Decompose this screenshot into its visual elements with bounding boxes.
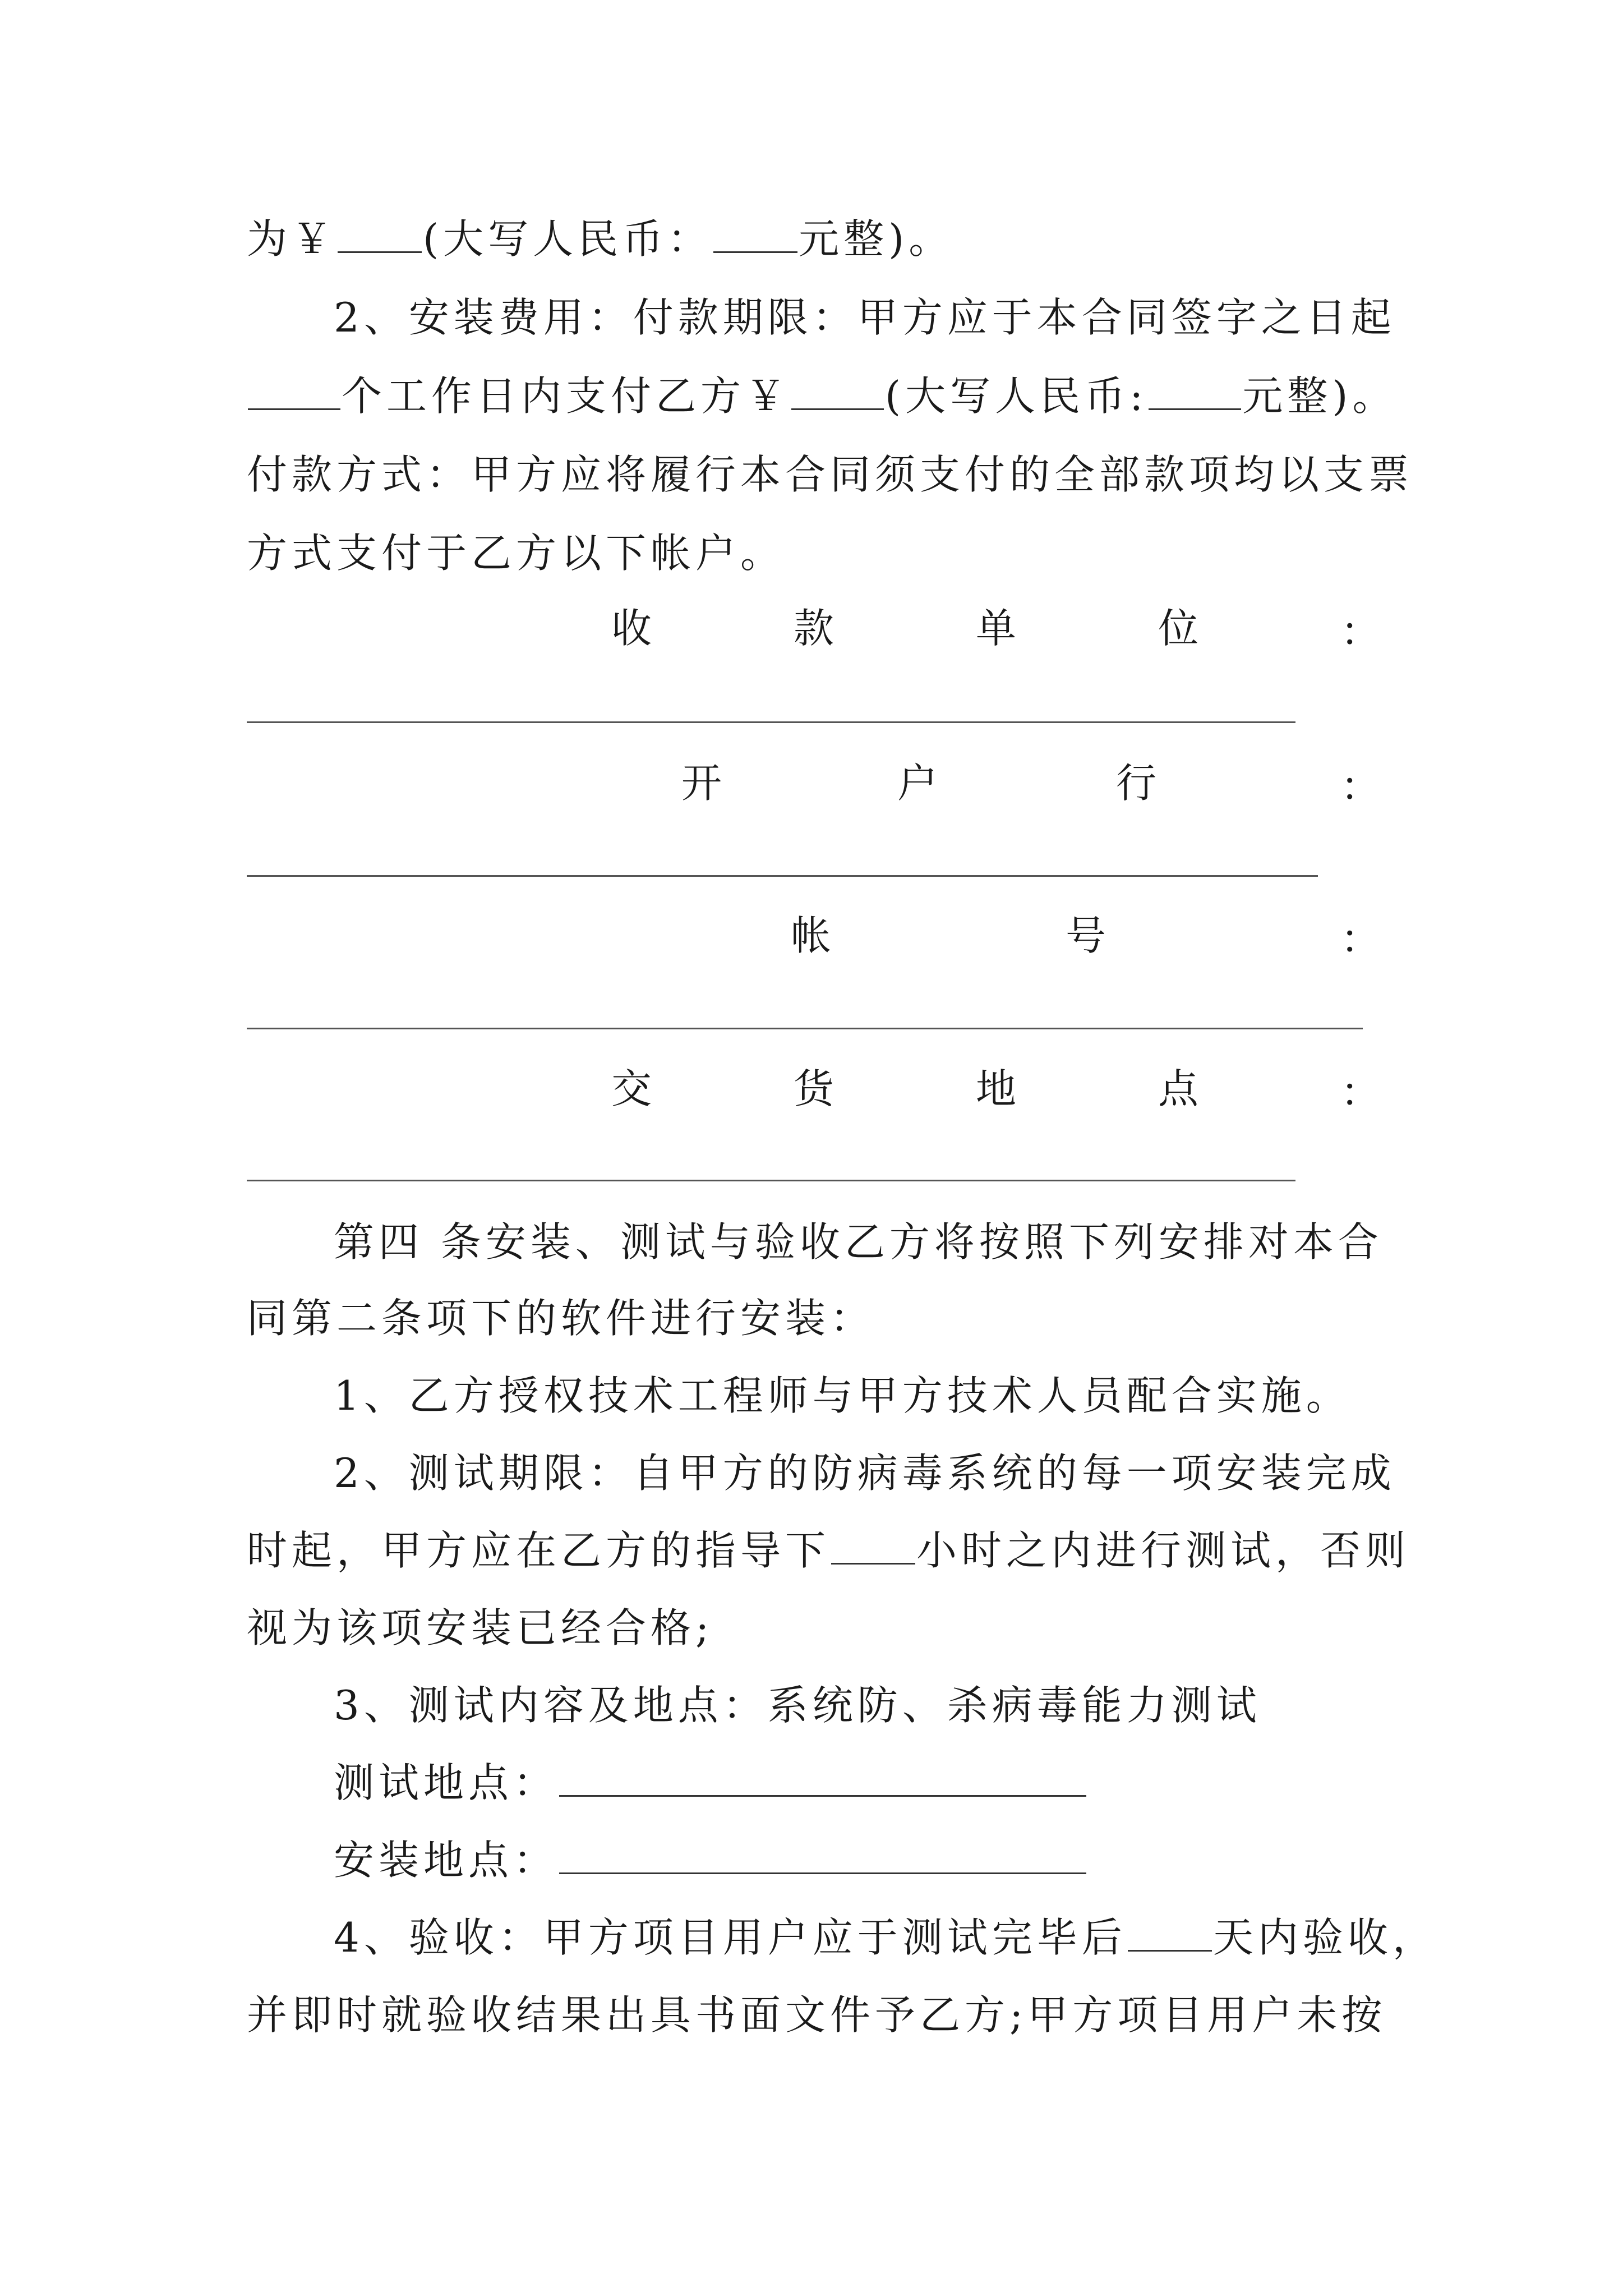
field-char: 行 [1116,760,1157,807]
article4-item2-line1 [334,1446,1396,1500]
field-colon: ： [1340,1069,1381,1116]
price-line [247,212,953,266]
field-colon: ： [1340,915,1381,963]
amount-words-blank [1149,371,1241,410]
hours-blank [831,1526,915,1565]
days-blank [248,371,340,410]
text: 方式支付于乙方以下帐户。 [247,530,786,577]
field-char: 地 [976,1065,1017,1112]
field-char: 号 [1066,912,1106,959]
payment-method-line [247,448,1413,501]
field-char: 收 [611,605,652,652]
days-blank [1128,1913,1212,1952]
text: 测试地点： [334,1759,559,1806]
field-char: 帐 [791,912,832,959]
article4-heading [334,1215,1383,1269]
field-char: 位 [1158,605,1199,652]
text: 个工作日内支付乙方￥ [342,372,791,420]
text: (大写人民币: [885,372,1148,420]
payee-underline [247,721,1295,723]
article4-item4-line1 [334,1911,1437,1964]
field-char: 开 [681,760,722,807]
text: 天内验收， [1212,1914,1437,1961]
text: 元整)。 [1242,372,1398,420]
article4-item2-line2 [247,1524,1410,1577]
text: 2、安装费用：付款期限：甲方应于本合同签字之日起 [334,294,1396,341]
text: 1、乙方授权技术工程师与甲方技术人员配合实施。 [334,1372,1351,1419]
text: 安装地点： [334,1837,559,1884]
field-char: 户 [897,760,938,807]
text: 为￥ [247,215,337,263]
text: 第四 条安装、测试与验收乙方将按照下列安排对本合 [334,1218,1383,1266]
article4-line2 [247,1291,875,1345]
account-underline [247,1028,1363,1029]
article4-item2-line3 [247,1601,713,1655]
article4-item1 [334,1369,1351,1423]
bank-underline [247,875,1318,877]
amount-blank [791,371,884,410]
text: 元整)。 [799,215,954,263]
payment-account-line [247,526,785,580]
field-colon: ： [1340,608,1381,655]
text: (大写人民币： [423,215,713,263]
amount-words-blank [713,214,797,253]
text: 3、测试内容及地点：系统防、杀病毒能力测试 [334,1682,1261,1729]
text: 时起，甲方应在乙方的指导下 [247,1527,831,1574]
field-char: 单 [976,605,1017,652]
delivery-underline [247,1180,1295,1181]
field-char: 货 [794,1065,834,1112]
text: 4、验收：甲方项目用户应于测试完毕后 [334,1914,1127,1961]
text: 视为该项安装已经合格; [247,1604,714,1651]
payment-days-line [247,369,1397,423]
field-char: 点 [1158,1065,1199,1112]
install-fee-line [334,291,1396,344]
amount-blank [338,214,422,253]
install-place-line [334,1833,1087,1887]
text: 2、测试期限：自甲方的防病毒系统的每一项安装完成 [334,1450,1396,1497]
article4-item3 [334,1678,1261,1732]
field-char: 交 [611,1065,652,1112]
test-place-line [334,1756,1087,1810]
field-colon: ： [1340,763,1381,810]
text: 同第二条项下的软件进行安装： [247,1295,875,1342]
field-char: 款 [794,605,834,652]
test-place-blank [559,1758,1086,1797]
article4-item4-line2 [247,1988,1386,2042]
text: 付款方式：甲方应将履行本合同须支付的全部款项均以支票 [247,451,1414,498]
text: 小时之内进行测试，否则 [916,1527,1410,1574]
text: 并即时就验收结果出具书面文件予乙方;甲方项目用户未按 [247,1991,1387,2039]
install-place-blank [559,1835,1086,1874]
